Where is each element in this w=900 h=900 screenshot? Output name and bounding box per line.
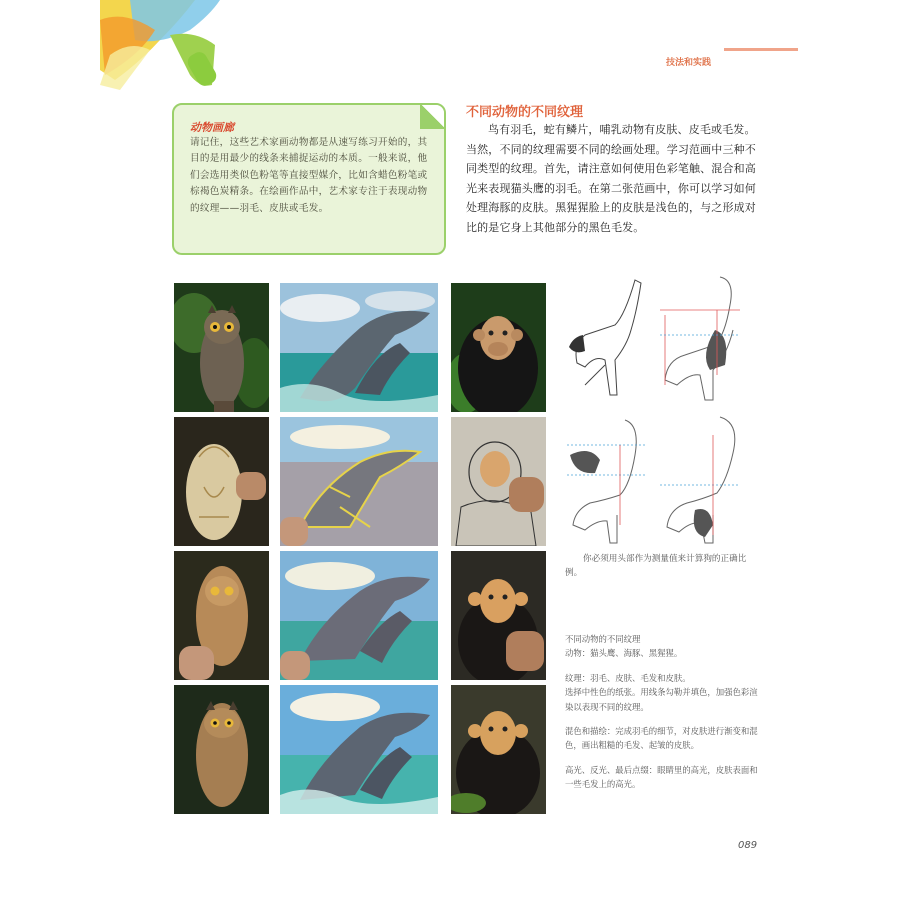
owl-painting-final bbox=[174, 685, 269, 814]
section-title: 技法和实践 bbox=[666, 58, 712, 68]
texture-step-notes bbox=[565, 632, 765, 802]
dog-sketch-measured-2 bbox=[565, 415, 650, 545]
chimpanzee-photo bbox=[451, 283, 546, 412]
dog-proportion-caption: 你必须用头部作为测量值来计算狗的正确比例。 bbox=[565, 554, 747, 578]
dog-sketch-measured-3 bbox=[655, 415, 750, 545]
chimpanzee-painting-final bbox=[451, 685, 546, 814]
article-title: 不同动物的不同纹理 bbox=[466, 105, 584, 120]
step-note-4: 高光、反光、最后点缀：眼睛里的高光，皮肤表面和一些毛发上的高光。 bbox=[565, 764, 758, 790]
dolphin-photo bbox=[280, 283, 438, 412]
owl-sketch-stage-1 bbox=[174, 417, 269, 546]
step-note-1: 不同动物的不同纹理 动物：猫头鹰、海豚、黑猩猩。 bbox=[565, 634, 683, 659]
section-rule bbox=[724, 48, 798, 51]
note-text: 请记住，这些艺术家画动物都是从速写练习开始的，其目的是用最少的线条来捕捉运动的本质。一般来说，他们会选用类似色粉笔等直接型媒介，比如含蜡色粉笔或棕褐色炭精条。在绘画作品中，艺术家专注于表现动物的纹理——羽毛、皮肤或毛发。 bbox=[190, 137, 428, 214]
step-note-3: 混色和描绘：完成羽毛的细节，对皮肤进行渐变和混色，画出粗糙的毛发、起皱的皮肤。 bbox=[565, 726, 758, 751]
note-title: 动物画廊 bbox=[190, 121, 234, 134]
dolphin-sketch-stage-2 bbox=[280, 551, 438, 680]
dog-sketch-running bbox=[565, 275, 653, 405]
owl-sketch-stage-2 bbox=[174, 551, 269, 680]
pastel-swatch-decoration bbox=[100, 0, 230, 95]
chimpanzee-sketch-stage-2 bbox=[451, 551, 546, 680]
article-body: 鸟有羽毛，蛇有鳞片，哺乳动物有皮肤、皮毛或毛发。当然，不同的纹理需要不同的绘画处理。学习范画中三种不同类型的纹理。首先，请注意如何使用色彩笔触、混合和高光来表现猫头鹰的羽毛。在第二张范画中，你可以学习如何处理海豚的皮肤。黑猩猩脸上的皮肤是浅色的，与之形成对比的是它身上其他部分的黑色毛发。 bbox=[466, 123, 756, 234]
chimpanzee-sketch-stage-1 bbox=[451, 417, 546, 546]
step-note-2: 纹理：羽毛、皮肤、毛发和皮肤。 选择中性色的纸张。用线条勾勒并填色，加强色彩渲染以表现不同的纹理。 bbox=[565, 672, 758, 712]
dolphin-painting-final bbox=[280, 685, 438, 814]
dog-sketch-measured-1 bbox=[655, 275, 750, 405]
dolphin-sketch-stage-1 bbox=[280, 417, 438, 546]
page-number: 089 bbox=[738, 840, 758, 851]
owl-photo bbox=[174, 283, 269, 412]
animal-gallery-note-box bbox=[172, 103, 446, 255]
